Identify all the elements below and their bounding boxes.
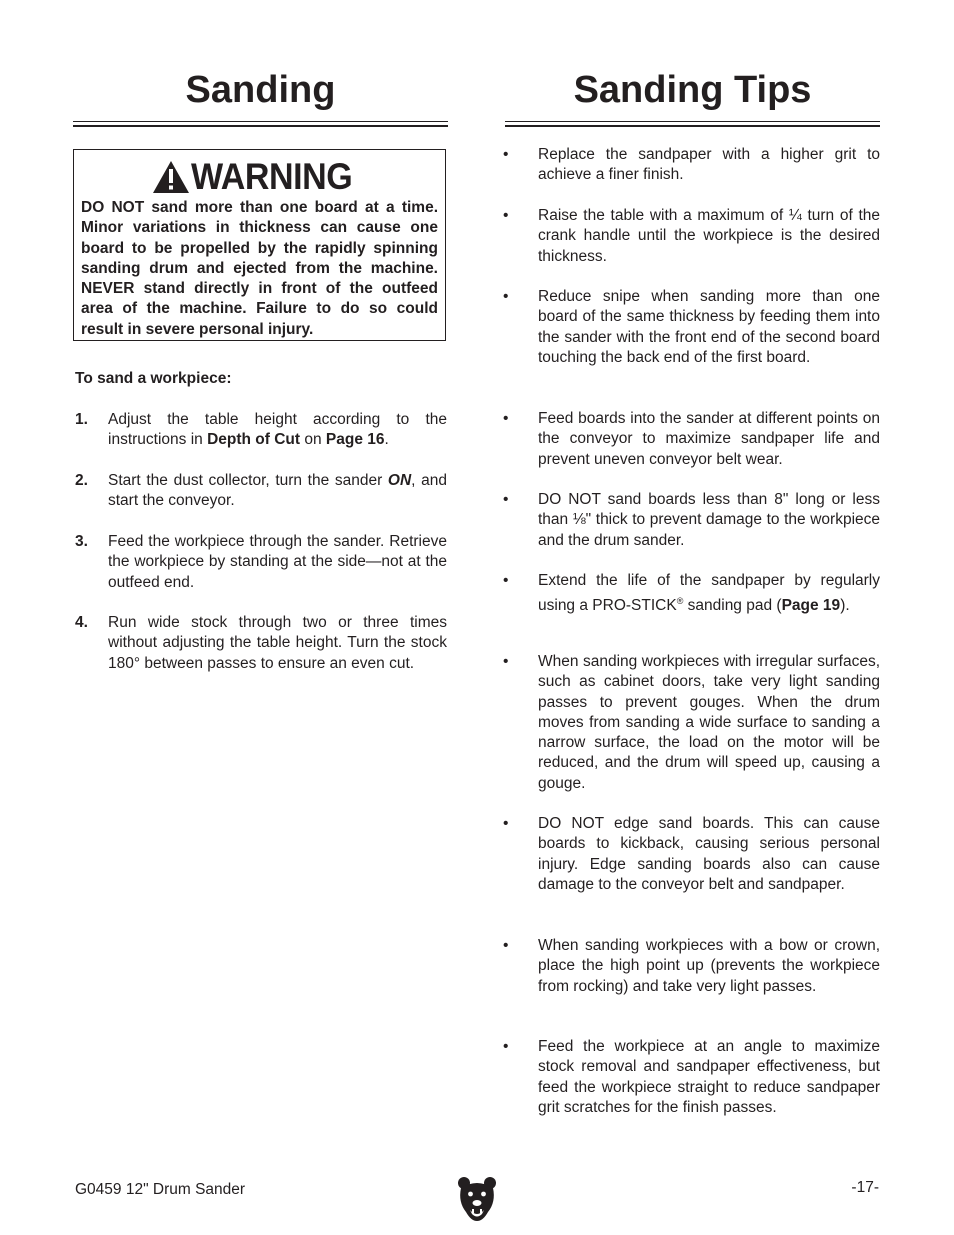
sanding-tips-title: Sanding Tips [573,69,812,111]
step-number: 1. [75,411,88,428]
tip-item [503,490,880,551]
step-number: 4. [75,614,88,631]
tip-text: DO NOT sand boards less than 8" long or less than ⅛" thick to prevent damage to the workpiece and the drum sander. [538,491,880,549]
tip-item [503,1037,880,1118]
warning-heading: WARNING [191,156,353,197]
step-text: Start the dust collector, turn the sander ON, and start the conveyor. [108,472,447,510]
warning-text: DO NOT sand more than one board at a time. Minor variations in thickness can cause one board to be propelled by the rapidly spinning sanding drum and ejected from the machine. NEVER stand directly in front of the outfeed area of the machine. Failure to do so could result in severe personal injury. [81,199,438,338]
tip-text: Replace the sandpaper with a higher grit to achieve a finer finish. [538,146,880,184]
tip-item [503,409,880,470]
step-text: Run wide stock through two or three times without adjusting the table height. Turn the stock 180° between passes to ensure an even cut. [108,614,447,672]
tip-item [503,814,880,895]
footer-model: G0459 12" Drum Sander [75,1181,246,1198]
tip-text: Feed boards into the sander at different points on the conveyor to maximize sandpaper life and prevent uneven conveyor belt wear. [538,410,880,468]
step-2 [75,471,447,512]
bullet: • [503,146,509,163]
page-number: -17- [851,1179,879,1196]
bear-head-logo-icon [457,1176,497,1222]
sanding-title: Sanding [185,69,336,111]
page-16-reference: Page 16 [325,431,385,449]
tip-text: Reduce snipe when sanding more than one board of the same thickness by feeding them into the sander with the front end of the second board touching the back end of the first board. [538,288,880,366]
page-19-reference: Page 19 [781,597,841,615]
on-emphasis: ON [387,472,412,489]
bullet: • [503,410,509,427]
tip-text: When sanding workpieces with irregular surfaces, such as cabinet doors, take very light sanding passes to prevent gouges. When the drum moves from sanding a wide surface to sanding a narrow surface, the load on the motor will be reduced, and the drum will speed up, causing a gouge. [538,653,880,792]
step-text: Adjust the table height according to the instructions in Depth of Cut on Page 16. [108,411,447,449]
registered-mark: ® [676,596,684,607]
tip-text: Raise the table with a maximum of ¼ turn of the crank handle until the workpiece is the desired thickness. [538,207,880,265]
tip-item [503,936,880,997]
depth-of-cut-reference: Depth of Cut [207,431,301,449]
left-title-rule [73,121,448,127]
bullet: • [503,288,509,305]
tip-text: DO NOT edge sand boards. This can cause boards to kickback, causing serious personal injury. Edge sanding boards also can cause damage to the conveyor belt and sandpaper. [538,815,880,893]
bullet: • [503,572,509,589]
bullet: • [503,815,509,832]
tip-text: Extend the life of the sandpaper by regularly using a PRO-STICK® sanding pad (Page 19). [538,572,880,615]
bullet: • [503,937,509,954]
bullet: • [503,1038,509,1055]
right-title-rule [505,121,880,127]
step-1 [75,410,447,451]
bullet: • [503,653,509,670]
step-text: Feed the workpiece through the sander. Retrieve the workpiece by standing at the side—not at the outfeed end. [108,533,447,591]
warning-triangle-icon [152,160,190,194]
step-number: 2. [75,472,88,489]
warning-box [73,149,446,341]
step-3 [75,532,447,593]
tip-item [503,145,880,186]
bullet: • [503,207,509,224]
warning-header [74,156,445,198]
step-4 [75,613,447,674]
bullet: • [503,491,509,508]
tip-text: When sanding workpieces with a bow or crown, place the high point up (prevents the workpiece from rocking) and take very light passes. [538,937,880,995]
tip-item [503,287,880,368]
tip-item [503,206,880,267]
tip-item [503,571,880,617]
tip-text: Feed the workpiece at an angle to maximize stock removal and sandpaper effectiveness, but feed the workpiece straight to reduce sandpaper grit scratches for the finish passes. [538,1038,880,1116]
procedure-subheading: To sand a workpiece: [75,370,232,387]
step-number: 3. [75,533,88,550]
tip-item [503,652,880,794]
